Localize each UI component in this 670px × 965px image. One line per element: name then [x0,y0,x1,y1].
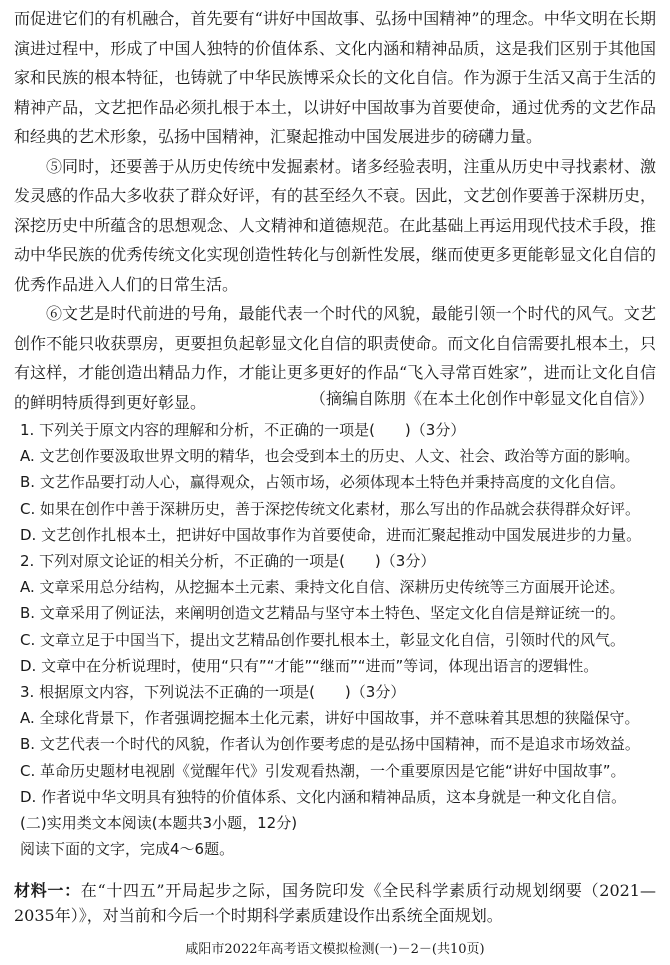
question-1-option-c: C. 如果在创作中善于深耕历史，善于深挖传统文化素材，那么写出的作品就会获得群众好评。 [20,499,641,518]
passage-source: （摘编自陈朋《在本土化创作中彰显文化自信》） [309,389,654,408]
question-1-option-a: A. 文艺创作要汲取世界文明的精华，也会受到本土的历史、人文、社会、政治等方面的影响。 [20,447,640,466]
question-2-option-a: A. 文章采用总分结构，从挖掘本土元素、秉持文化自信、深耕历史传统等三方面展开论述。 [20,578,625,597]
question-3-option-d: D. 作者说中华文明具有独特的价值体系、文化内涵和精神品质，这本身就是一种文化自信。 [20,787,627,806]
passage-paragraph-6: ⑥文艺是时代前进的号角，最能代表一个时代的风貌，最能引领一个时代的风气。文艺创作不能只收获票房，更要担负起彰显文化自信的职责使命。而文化自信需要扎根本土，只有这样，才能创造出精品力作，才能让更多更好的作品“飞入寻常百姓家”，进而让文化自信的鲜明特质得到更好彰显。 [14,304,656,412]
question-1-option-d: D. 文艺创作扎根本土，把讲好中国故事作为首要使命，进而汇聚起推动中国发展进步的力量。 [20,525,642,544]
page-footer: 咸阳市2022年高考语文模拟检测(一)－2－(共10页) [185,942,485,957]
section-2-title: (二)实用类文本阅读(本题共3小题，12分) [20,814,298,833]
question-1-option-b: B. 文艺作品要打动人心，赢得观众，占领市场，必须体现本土特色并秉持高度的文化自信。 [20,473,625,492]
question-2-stem: 2. 下列对原文论证的相关分析，不正确的一项是( )（3分） [20,552,436,571]
question-3-option-c: C. 革命历史题材电视剧《觉醒年代》引发观看热潮，一个重要原因是它能“讲好中国故事”。 [20,761,626,780]
question-2-option-b: B. 文章采用了例证法，来阐明创造文艺精品与坚守本土特色、坚定文化自信是辩证统一的。 [20,604,625,623]
material-1-label: 材料一： [14,881,81,900]
section-2-instruction: 阅读下面的文字，完成4～6题。 [20,840,235,859]
question-1-stem: 1. 下列关于原文内容的理解和分析，不正确的一项是( )（3分） [20,421,466,439]
material-1-text: 在“十四五”开局起步之际，国务院印发《全民科学素质行动规划纲要（2021—2035年）》，对当前和今后一个时期科学素质建设作出系统全面规划。 [14,881,656,925]
question-2-option-c: C. 文章立足于中国当下，提出文艺精品创作要扎根本土，彰显文化自信，引领时代的风气。 [20,630,626,649]
passage-paragraph-5: ⑤同时，还要善于从历史传统中发掘素材。诸多经验表明，注重从历史中寻找素材、激发灵感的作品大多收获了群众好评，有的甚至经久不衰。因此，文艺创作要善于深耕历史，深挖历史中所蕴含的思想观念、人文精神和道德规范。在此基础上再运用现代技术手段，推动中华民族的优秀传统文化实现创造性转化与创新性发展，继而使更多更能彰显文化自信的优秀作品进入人们的日常生活。 [14,156,656,294]
question-3-stem: 3. 根据原文内容，下列说法不正确的一项是( )（3分） [20,683,406,702]
question-3-option-b: B. 文艺代表一个时代的风貌，作者认为创作要考虑的是弘扬中国精神，而不是追求市场效益。 [20,735,640,754]
reading-passage [14,4,656,417]
passage-paragraph-4-continued: 而促进它们的有机融合，首先要有“讲好中国故事、弘扬中国精神”的理念。中华文明在长期演进过程中，形成了中国人独特的价值体系、文化内涵和精神品质，这是我们区别于其他国家和民族的根本特征，也铸就了中华民族博采众长的文化自信。作为源于生活又高于生活的精神产品，文艺把作品必须扎根于本土，以讲好中国故事为首要使命，通过优秀的文艺作品和经典的艺术形象，弘扬中国精神，汇聚起推动中国发展进步的磅礴力量。 [14,9,656,146]
question-list [14,417,656,862]
question-3-option-a: A. 全球化背景下，作者强调挖掘本土化元素，讲好中国故事，并不意味着其思想的狭隘保守。 [20,709,640,728]
question-2-option-d: D. 文章中在分析说理时，使用“只有”“才能”“继而”“进而”等词，体现出语言的逻辑性。 [20,656,599,675]
material-1 [14,878,656,928]
